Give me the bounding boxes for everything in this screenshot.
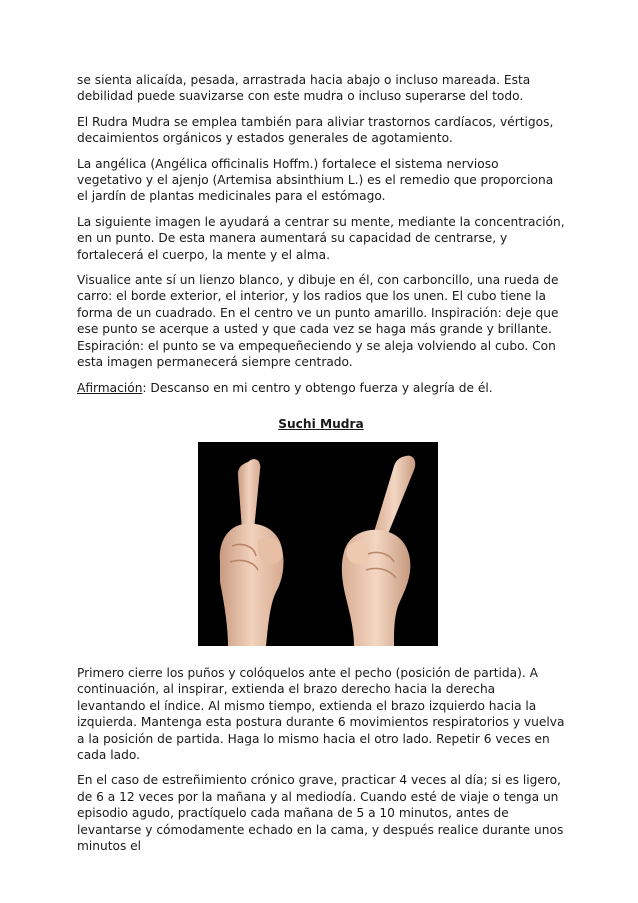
hands-illustration	[198, 442, 438, 646]
section-title-suchi-mudra: Suchi Mudra	[278, 416, 364, 431]
document-page	[77, 72, 565, 863]
suchi-mudra-photo	[198, 442, 438, 646]
paragraph-frequency: En el caso de estreñimiento crónico grave, practicar 4 veces al día; si es ligero, de 6 a 12 veces por la mañana y al mediodía. Cuando esté de viaje o tenga un episodio agudo, practíquelo cada mañana de 5 a 10 minutos, antes de levantarse y cómodamente echado en la cama, y después realice durante unos minutos el	[77, 773, 564, 853]
paragraph-rudra-mudra: El Rudra Mudra se emplea también para aliviar trastornos cardíacos, vértigos, decaimientos orgánicos y estados generales de agotamiento.	[77, 114, 554, 146]
paragraph-mudra-weakness: se sienta alicaída, pesada, arrastrada hacia abajo o incluso mareada. Esta debilidad puede suavizarse con este mudra o incluso superarse del todo.	[77, 73, 531, 104]
paragraph-medicinal-plants: La angélica (Angélica officinalis Hoffm.) fortalece el sistema nervioso vegetativo y el ajenjo (Artemisa absinthium L.) es el remedio que proporciona el jardín de plantas medicinales para el estómago.	[77, 156, 554, 204]
affirmation-text: : Descanso en mi centro y obtengo fuerza y alegría de él.	[142, 380, 493, 395]
paragraph-visualization: Visualice ante sí un lienzo blanco, y dibuje en él, con carboncillo, una rueda de carro: el borde exterior, el interior, y los radios que los unen. El cubo tiene la forma de un cuadrado. En el centro ve un punto amarillo. Inspiración: deje que ese punto se acerque a usted y que cada vez se haga más grande y brillante. Espiración: el punto se va empequeñeciendo y se aleja volviendo al cubo. Con esta imagen permanecerá siempre centrado.	[77, 273, 559, 370]
paragraph-affirmation	[77, 380, 565, 396]
paragraph-instructions: Primero cierre los puños y colóquelos ante el pecho (posición de partida). A continuación, al inspirar, extienda el brazo derecho hacia la derecha levantando el índice. Al mismo tiempo, extienda el brazo izquierdo hacia la izquierda. Mantenga esta postura durante 6 movimientos respiratorios y vuelva a la posición de partida. Haga lo mismo hacia el otro lado. Repetir 6 veces en cada lado.	[77, 665, 565, 762]
affirmation-label: Afirmación	[77, 380, 143, 395]
paragraph-concentration: La siguiente imagen le ayudará a centrar su mente, mediante la concentración, en un punto. De esta manera aumentará su capacidad de centrarse, y fortalecerá el cuerpo, la mente y el alma.	[77, 214, 565, 262]
